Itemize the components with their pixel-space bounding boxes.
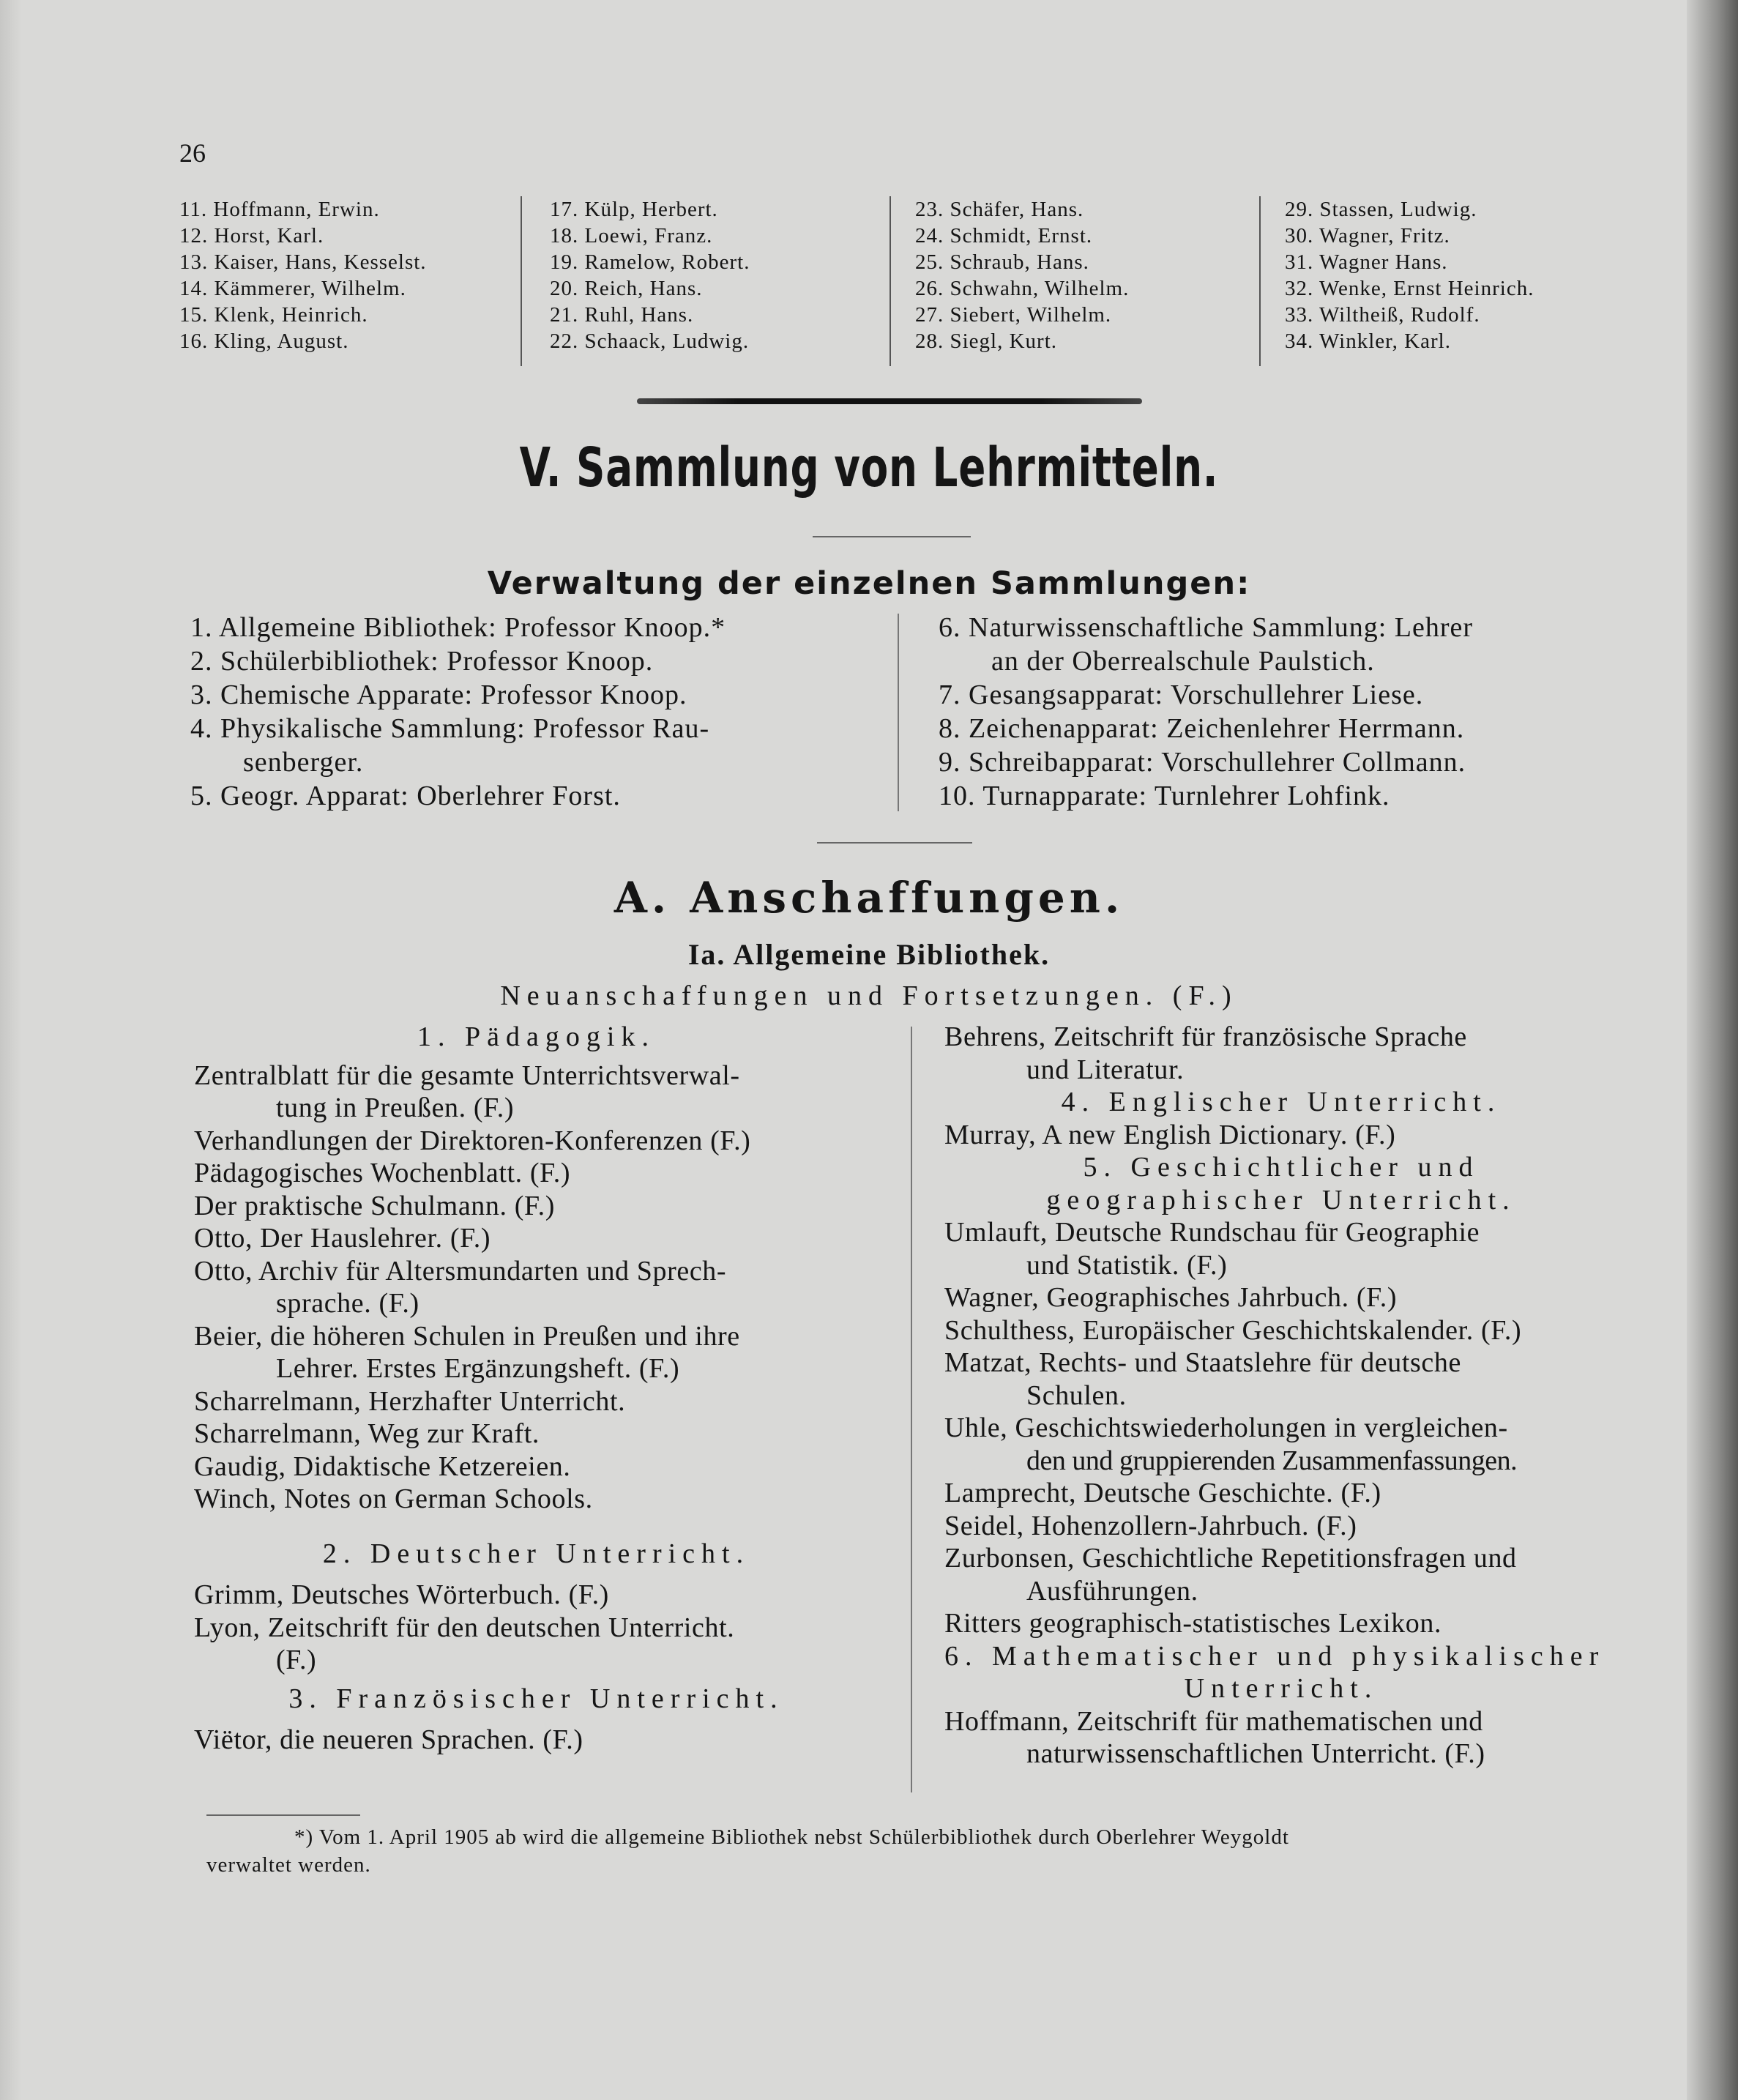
book-entry: Grimm, Deutsches Wörterbuch. (F.) — [194, 1579, 609, 1610]
roster-entry: 21. Ruhl, Hans. — [550, 303, 694, 327]
book-entry: (F.) — [276, 1645, 317, 1675]
footnote — [206, 1813, 1619, 1879]
student-roster — [179, 196, 1636, 366]
book-entry: Schulthess, Europäischer Geschichtskalender. (F.) — [944, 1314, 1522, 1346]
book-entry: Viëtor, die neueren Sprachen. (F.) — [194, 1724, 583, 1755]
roster-entry: 32. Wenke, Ernst Heinrich. — [1285, 277, 1534, 300]
roster-entry: 16. Kling, August. — [179, 329, 349, 353]
roster-entry: 30. Wagner, Fritz. — [1285, 224, 1450, 247]
roster-entry: 34. Winkler, Karl. — [1285, 329, 1451, 353]
subsection-heading: geographischer Unterricht. — [1046, 1184, 1516, 1215]
page-edge-right — [1687, 0, 1738, 2100]
subsection-heading: 4. Englischer Unterricht. — [1061, 1087, 1502, 1117]
column-divider — [898, 614, 899, 811]
roster-entry: 31. Wagner Hans. — [1285, 250, 1448, 274]
roster-entry: 12. Horst, Karl. — [179, 224, 324, 247]
book-entry: sprache. (F.) — [276, 1288, 419, 1319]
book-entry: und Literatur. — [1026, 1054, 1185, 1085]
roster-entry: 17. Külp, Herbert. — [550, 198, 718, 221]
book-entry: Zurbonsen, Geschichtliche Repetitionsfragen und — [944, 1543, 1517, 1574]
roster-entry: 23. Schäfer, Hans. — [915, 198, 1084, 221]
book-entry: Lehrer. Erstes Ergänzungsheft. (F.) — [276, 1353, 680, 1384]
book-entry: Beier, die höheren Schulen in Preußen und ihre — [194, 1320, 740, 1352]
column-divider — [911, 1027, 912, 1792]
roster-entry: 19. Ramelow, Robert. — [550, 250, 750, 274]
book-entry: Otto, Der Hauslehrer. (F.) — [194, 1223, 491, 1254]
roster-entry: 29. Stassen, Ludwig. — [1285, 198, 1477, 221]
book-list-left — [194, 1021, 879, 1757]
roster-column-3 — [915, 196, 1129, 354]
book-entry: Hoffmann, Zeitschrift für mathematischen und — [944, 1705, 1483, 1737]
library-heading — [0, 937, 1738, 972]
admin-heading: Verwaltung der einzelnen Sammlungen: — [487, 565, 1251, 602]
roster-entry: 14. Kämmerer, Wilhelm. — [179, 277, 406, 300]
roster-entry: 28. Siegl, Kurt. — [915, 329, 1058, 353]
admin-item: 8. Zeichenapparat: Zeichenlehrer Herrmann. — [939, 713, 1465, 744]
book-entry: Verhandlungen der Direktoren-Konferenzen (F.) — [194, 1125, 751, 1156]
book-entry: Ausführungen. — [1026, 1575, 1198, 1606]
roster-column-1 — [179, 196, 427, 354]
admin-item: 2. Schülerbibliothek: Professor Knoop. — [190, 646, 654, 677]
roster-entry: 20. Reich, Hans. — [550, 277, 703, 300]
subsection-heading: 1. Pädagogik. — [417, 1021, 655, 1052]
divider — [813, 536, 971, 537]
roster-column-4 — [1285, 196, 1534, 354]
book-entry: naturwissenschaftlichen Unterricht. (F.) — [1026, 1738, 1485, 1769]
admin-item: 1. Allgemeine Bibliothek: Professor Knoop.* — [190, 612, 726, 643]
roster-entry: 13. Kaiser, Hans, Kesselst. — [179, 250, 427, 274]
page-number: 26 — [179, 138, 206, 168]
acquisitions-note: Neuanschaffungen und Fortsetzungen. (F.) — [500, 980, 1238, 1011]
admin-item: 3. Chemische Apparate: Professor Knoop. — [190, 679, 687, 710]
book-entry: Scharrelmann, Herzhafter Unterricht. — [194, 1385, 626, 1417]
page-edge-left — [0, 0, 22, 2100]
book-entry: Umlauft, Deutsche Rundschau für Geographie — [944, 1217, 1480, 1248]
book-entry: Pädagogisches Wochenblatt. (F.) — [194, 1158, 571, 1188]
subsection-heading: Unterricht. — [1184, 1673, 1379, 1704]
column-divider — [521, 196, 522, 366]
roster-entry: 11. Hoffmann, Erwin. — [179, 198, 380, 221]
footnote-line: *) Vom 1. April 1905 ab wird die allgemeine Bibliothek nebst Schülerbibliothek durch Oberlehrer Weygoldt — [294, 1825, 1289, 1849]
book-entry: Behrens, Zeitschrift für französische Sprache — [944, 1021, 1467, 1052]
book-entry: Lyon, Zeitschrift für den deutschen Unterricht. — [194, 1612, 735, 1643]
subsection-heading: 5. Geschichtlicher und — [1083, 1152, 1480, 1183]
book-entry: Scharrelmann, Weg zur Kraft. — [194, 1418, 540, 1449]
subsection-heading: 3. Französischer Unterricht. — [288, 1683, 784, 1714]
book-entry: Ritters geographisch-statistisches Lexikon. — [944, 1608, 1442, 1639]
book-entry: Matzat, Rechts- und Staatslehre für deutsche — [944, 1347, 1461, 1378]
admin-item: 6. Naturwissenschaftliche Sammlung: Lehrer — [939, 612, 1474, 643]
book-entry: Schulen. — [1026, 1379, 1127, 1411]
library-heading-prefix: Ia. — [687, 938, 726, 971]
roster-column-2 — [550, 196, 750, 354]
column-divider — [1259, 196, 1261, 366]
admin-item: an der Oberrealschule Paulstich. — [991, 646, 1375, 677]
footnote-line: verwaltet werden. — [206, 1853, 371, 1877]
book-entry: Zentralblatt für die gesamte Unterrichtsverwal- — [194, 1060, 740, 1091]
book-entry: und Statistik. (F.) — [1026, 1249, 1228, 1281]
subsection-heading: 6. Mathematischer und physikalischer — [944, 1640, 1605, 1672]
roster-entry: 22. Schaack, Ludwig. — [550, 329, 750, 353]
book-entry: Der praktische Schulmann. (F.) — [194, 1190, 555, 1221]
roster-entry: 25. Schraub, Hans. — [915, 250, 1089, 274]
acquisitions-heading: A. Anschaffungen. — [613, 873, 1125, 923]
admin-item: 4. Physikalische Sammlung: Professor Rau- — [190, 713, 710, 744]
admin-item: 10. Turnapparate: Turnlehrer Lohfink. — [939, 781, 1390, 811]
book-entry: tung in Preußen. (F.) — [276, 1092, 515, 1123]
roster-entry: 26. Schwahn, Wilhelm. — [915, 277, 1130, 300]
subsection-heading: 2. Deutscher Unterricht. — [322, 1538, 750, 1569]
roster-entry: 24. Schmidt, Ernst. — [915, 224, 1093, 247]
library-heading-text: Allgemeine Bibliothek. — [733, 938, 1051, 971]
book-entry: Winch, Notes on German Schools. — [194, 1483, 593, 1514]
admin-item: 9. Schreibapparat: Vorschullehrer Collmann. — [939, 747, 1466, 778]
book-entry: Gaudig, Didaktische Ketzereien. — [194, 1451, 571, 1482]
roster-entry: 27. Siebert, Wilhelm. — [915, 303, 1112, 327]
admin-item: senberger. — [243, 747, 364, 778]
book-entry: Lamprecht, Deutsche Geschichte. (F.) — [944, 1478, 1381, 1508]
admin-list-right — [939, 611, 1473, 813]
book-entry: Wagner, Geographisches Jahrbuch. (F.) — [944, 1282, 1398, 1313]
admin-list-left — [190, 611, 726, 813]
book-entry: den und gruppierenden Zusammenfassungen. — [1026, 1445, 1518, 1476]
roster-entry: 33. Wiltheiß, Rudolf. — [1285, 303, 1480, 327]
section-divider-thick — [637, 398, 1142, 404]
admin-item: 7. Gesangsapparat: Vorschullehrer Liese. — [939, 679, 1424, 710]
book-entry: Uhle, Geschichtswiederholungen in vergleichen- — [944, 1412, 1508, 1443]
column-divider — [889, 196, 891, 366]
book-list-right — [944, 1021, 1618, 1771]
book-entry: Otto, Archiv für Altersmundarten und Sprech- — [194, 1255, 727, 1287]
roster-entry: 18. Loewi, Franz. — [550, 224, 713, 247]
section-title: V. Sammlung von Lehrmitteln. — [519, 436, 1219, 499]
divider — [817, 842, 972, 844]
book-entry: Murray, A new English Dictionary. (F.) — [944, 1119, 1396, 1150]
roster-entry: 15. Klenk, Heinrich. — [179, 303, 368, 327]
book-entry: Seidel, Hohenzollern-Jahrbuch. (F.) — [944, 1510, 1357, 1541]
admin-item: 5. Geogr. Apparat: Oberlehrer Forst. — [190, 781, 621, 811]
